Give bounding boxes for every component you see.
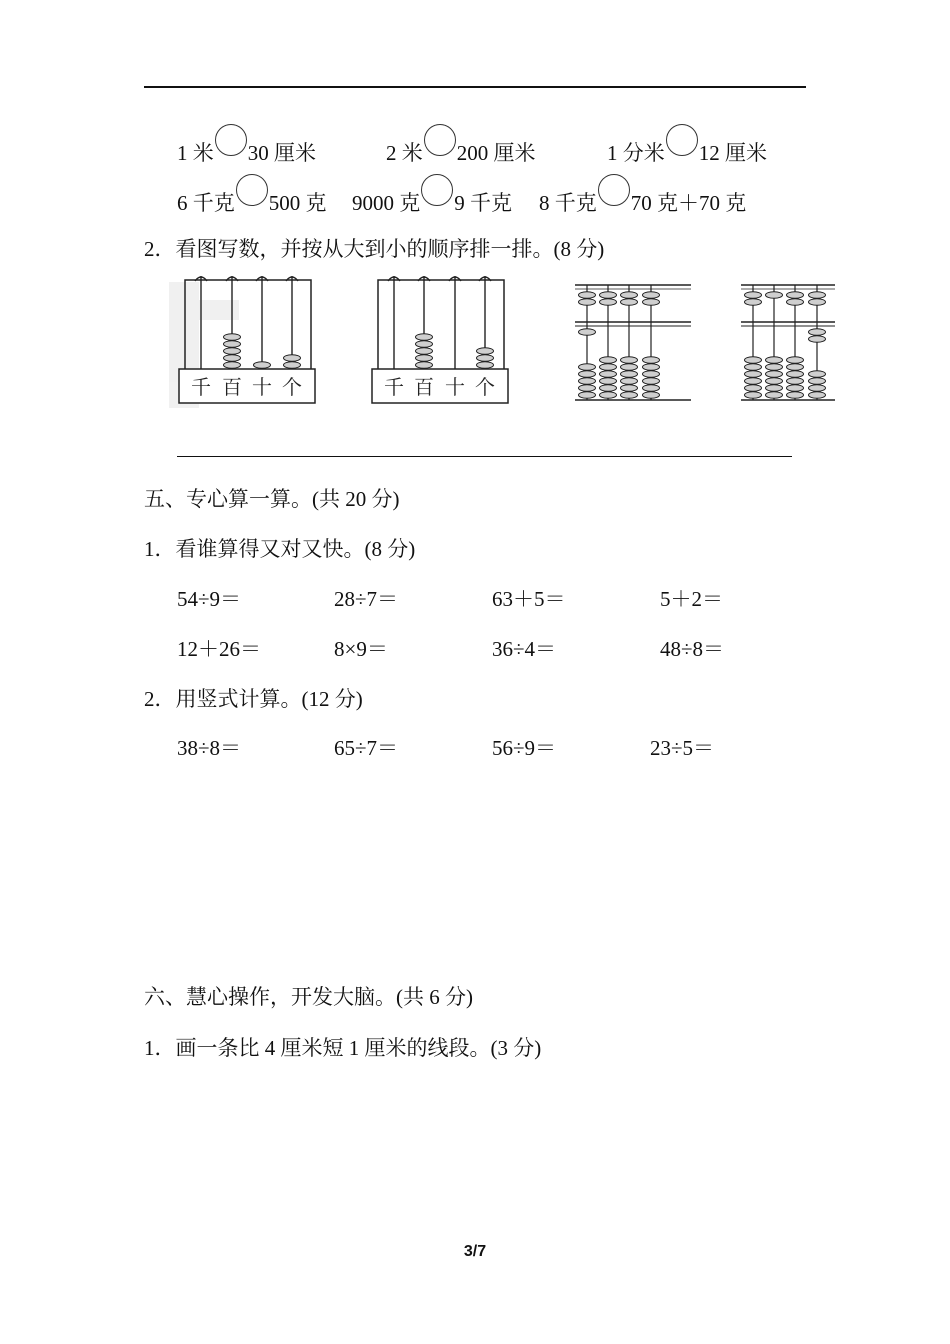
lower-bead <box>766 371 783 378</box>
bead <box>284 355 301 362</box>
counting-frame-2 <box>372 276 508 403</box>
compare-item: 6 千克 500 克 <box>177 184 327 216</box>
lower-bead <box>600 371 617 378</box>
lower-bead <box>621 357 638 364</box>
lower-bead <box>643 371 660 378</box>
lower-bead <box>809 392 826 399</box>
abacus-figures <box>165 270 835 415</box>
bead <box>416 355 433 362</box>
lower-bead <box>643 392 660 399</box>
lower-bead <box>787 378 804 385</box>
expression: 23÷5＝ <box>650 736 715 760</box>
lower-bead <box>600 392 617 399</box>
label-ones: 个 <box>475 375 495 399</box>
lower-bead <box>600 378 617 385</box>
lower-bead <box>766 378 783 385</box>
lower-bead <box>579 378 596 385</box>
bead <box>416 348 433 355</box>
bead <box>224 341 241 348</box>
lower-bead <box>600 364 617 371</box>
lower-bead <box>600 357 617 364</box>
compare-item: 9000 克 9 千克 <box>352 184 512 216</box>
lower-bead <box>745 371 762 378</box>
expression: 28÷7＝ <box>334 587 399 611</box>
lower-bead <box>745 357 762 364</box>
upper-bead <box>809 336 826 343</box>
section-title: 五、专心算一算。(共 20 分) <box>144 487 400 511</box>
compare-item: 8 千克 70 克＋70 克 <box>539 184 746 216</box>
bead <box>224 362 241 369</box>
bead <box>284 362 301 369</box>
lower-bead <box>579 385 596 392</box>
lower-bead <box>579 371 596 378</box>
compare-circle[interactable] <box>424 124 456 156</box>
lower-bead <box>809 378 826 385</box>
expression: 65÷7＝ <box>334 736 399 760</box>
page-number: 3/7 <box>463 1243 487 1260</box>
upper-bead <box>579 299 596 306</box>
label-tens: 十 <box>445 375 465 399</box>
lower-bead <box>787 371 804 378</box>
lower-bead <box>621 378 638 385</box>
lower-bead <box>787 385 804 392</box>
lower-bead <box>787 357 804 364</box>
lower-bead <box>643 378 660 385</box>
upper-bead <box>579 292 596 299</box>
compare-item: 1 分米 12 厘米 <box>607 134 767 166</box>
expression: 38÷8＝ <box>177 736 242 760</box>
answer-line[interactable] <box>177 456 792 457</box>
compare-circle[interactable] <box>236 174 268 206</box>
lower-bead <box>766 357 783 364</box>
question-title: 1．画一条比 4 厘米短 1 厘米的线段。(3 分) <box>144 1036 542 1060</box>
upper-bead <box>745 292 762 299</box>
question-title: 2．用竖式计算。(12 分) <box>144 687 363 711</box>
expression: 12＋26＝ <box>177 637 261 661</box>
upper-bead <box>745 299 762 306</box>
bead <box>254 362 271 369</box>
lower-bead <box>766 364 783 371</box>
upper-bead <box>621 299 638 306</box>
question-title: 2．看图写数，并按从大到小的顺序排一排。(8 分) <box>144 237 605 261</box>
lower-bead <box>621 392 638 399</box>
label-hundreds: 百 <box>222 375 242 399</box>
upper-bead <box>643 292 660 299</box>
compare-circle[interactable] <box>215 124 247 156</box>
bead <box>477 362 494 369</box>
label-thousands: 千 <box>384 375 404 399</box>
lower-bead <box>643 385 660 392</box>
counting-frame-1 <box>179 276 315 403</box>
bead <box>477 355 494 362</box>
lower-bead <box>787 364 804 371</box>
compare-item: 2 米 200 厘米 <box>386 134 536 166</box>
bead <box>477 348 494 355</box>
expression: 48÷8＝ <box>660 637 725 661</box>
bead-abacus-2 <box>741 285 835 400</box>
expression: 36÷4＝ <box>492 637 557 661</box>
lower-bead <box>766 392 783 399</box>
header-rule <box>144 86 806 88</box>
label-hundreds: 百 <box>414 375 434 399</box>
lower-bead <box>745 392 762 399</box>
lower-bead <box>643 364 660 371</box>
lower-bead <box>745 364 762 371</box>
lower-bead <box>579 364 596 371</box>
lower-bead <box>600 385 617 392</box>
upper-bead <box>809 292 826 299</box>
label-ones: 个 <box>282 375 302 399</box>
compare-circle[interactable] <box>666 124 698 156</box>
lower-bead <box>621 385 638 392</box>
upper-bead <box>643 299 660 306</box>
upper-bead <box>766 292 783 299</box>
expression: 8×9＝ <box>334 637 388 661</box>
upper-bead <box>600 299 617 306</box>
lower-bead <box>787 392 804 399</box>
label-tens: 十 <box>252 375 272 399</box>
upper-bead <box>621 292 638 299</box>
bead <box>416 362 433 369</box>
bead-abacus-1 <box>575 285 691 400</box>
lower-bead <box>809 371 826 378</box>
expression: 56÷9＝ <box>492 736 557 760</box>
upper-bead <box>600 292 617 299</box>
section-title: 六、慧心操作，开发大脑。(共 6 分) <box>144 985 473 1009</box>
lower-bead <box>621 364 638 371</box>
lower-bead <box>579 392 596 399</box>
lower-bead <box>766 385 783 392</box>
bead <box>416 334 433 341</box>
compare-circle[interactable] <box>421 174 453 206</box>
compare-item: 1 米 30 厘米 <box>177 134 316 166</box>
bead <box>224 348 241 355</box>
bead <box>224 355 241 362</box>
compare-circle[interactable] <box>598 174 630 206</box>
upper-bead <box>579 329 596 336</box>
upper-bead <box>809 329 826 336</box>
bead <box>416 341 433 348</box>
upper-bead <box>787 292 804 299</box>
lower-bead <box>809 385 826 392</box>
question-title: 1．看谁算得又对又快。(8 分) <box>144 537 416 561</box>
lower-bead <box>745 385 762 392</box>
lower-bead <box>621 371 638 378</box>
upper-bead <box>787 299 804 306</box>
expression: 54÷9＝ <box>177 587 242 611</box>
label-thousands: 千 <box>191 375 211 399</box>
expression: 63＋5＝ <box>492 587 566 611</box>
upper-bead <box>809 299 826 306</box>
expression: 5＋2＝ <box>660 587 723 611</box>
lower-bead <box>745 378 762 385</box>
bead <box>224 334 241 341</box>
lower-bead <box>643 357 660 364</box>
